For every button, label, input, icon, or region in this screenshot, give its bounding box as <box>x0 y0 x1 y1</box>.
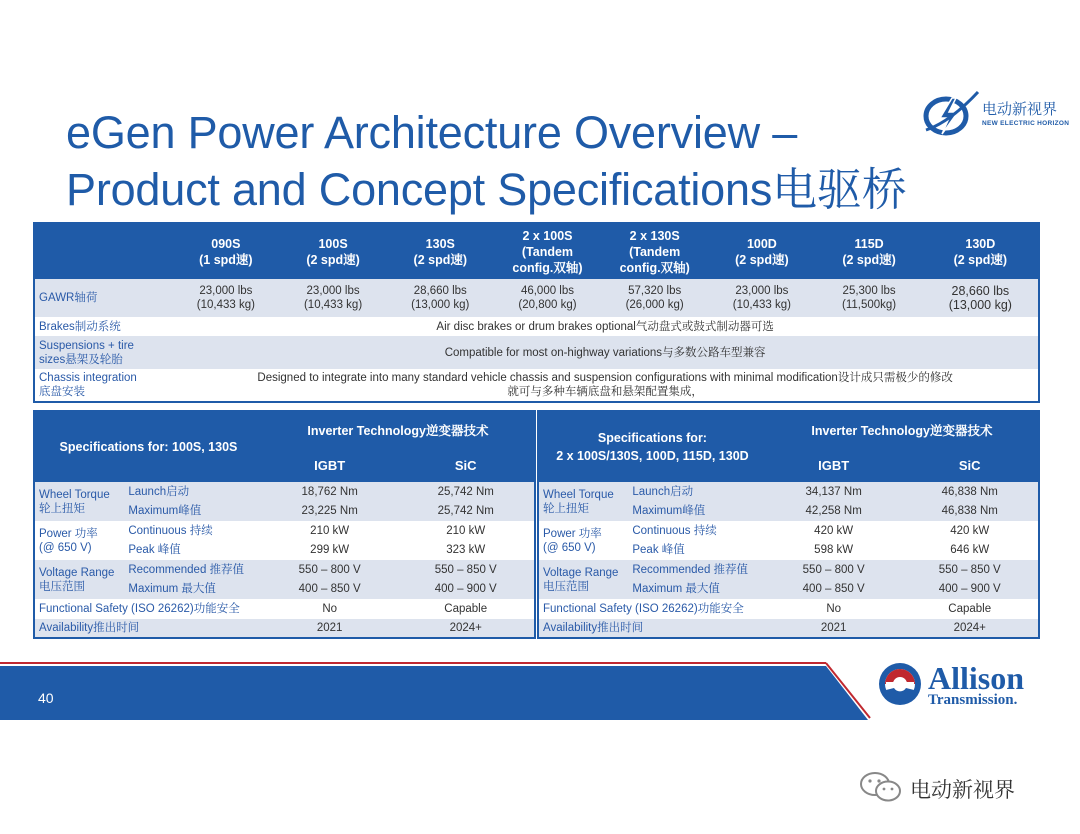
table-cell: 420 kW <box>901 521 1039 541</box>
table-cell: 23,000 lbs (10,433 kg) <box>279 279 386 317</box>
sub-label: Maximum峰值 <box>630 502 766 522</box>
brand-logo-en: NEW ELECTRIC HORIZON <box>982 120 1070 127</box>
sub-label: Maximum 最大值 <box>126 580 262 600</box>
table-row <box>538 482 1039 502</box>
col-header: 2 x 130S (Tandem config.双轴) <box>601 223 708 279</box>
table-cell: 2021 <box>262 619 398 639</box>
row-label: GAWR轴荷 <box>34 279 172 317</box>
table-cell: 210 kW <box>397 521 535 541</box>
product-spec-table <box>33 222 1040 403</box>
col-header: 130S (2 spd速) <box>387 223 494 279</box>
table-cell: Air disc brakes or drum brakes optional气动盘式或鼓式制动器可选 <box>172 317 1039 336</box>
table-cell: 323 kW <box>397 541 535 561</box>
table-cell: 550 – 800 V <box>262 560 398 580</box>
row-label: Suspensions + tire sizes悬架及轮胎 <box>34 336 172 369</box>
sub-label: Recommended 推荐值 <box>630 560 766 580</box>
row-label: Availability推出时间 <box>538 619 766 639</box>
row-label: Wheel Torque 轮上扭矩 <box>538 482 630 521</box>
inverter-header: Inverter Technology逆变器技术 <box>262 411 535 448</box>
col-header: 2 x 100S (Tandem config.双轴) <box>494 223 601 279</box>
spec-header-row <box>34 411 535 448</box>
table-cell: 299 kW <box>262 541 398 561</box>
table-cell: 23,225 Nm <box>262 502 398 522</box>
table-row <box>34 482 535 502</box>
sub-label: Continuous 持续 <box>126 521 262 541</box>
brand-logo-icon <box>922 88 980 140</box>
sub-label: Continuous 持续 <box>630 521 766 541</box>
sic-header: SiC <box>397 448 535 482</box>
row-label: Brakes制动系统 <box>34 317 172 336</box>
spec-for-header: Specifications for: 100S, 130S <box>34 411 262 482</box>
table-cell: 400 – 900 V <box>397 580 535 600</box>
watermark-text: 电动新视界 <box>910 778 1015 802</box>
table-cell: Capable <box>397 599 535 619</box>
table-cell: 210 kW <box>262 521 398 541</box>
row-label: Power 功率 (@ 650 V) <box>34 521 126 560</box>
row-label: Voltage Range 电压范围 <box>34 560 126 599</box>
spec-table-left <box>33 410 536 639</box>
table-cell: 42,258 Nm <box>766 502 902 522</box>
row-label: Power 功率 (@ 650 V) <box>538 521 630 560</box>
table-row <box>538 619 1039 639</box>
inverter-header: Inverter Technology逆变器技术 <box>766 411 1039 448</box>
col-header: 100D (2 spd速) <box>708 223 815 279</box>
allison-subtitle: Transmission. <box>928 692 1018 708</box>
table-cell: 46,838 Nm <box>901 502 1039 522</box>
slide-title <box>66 104 907 218</box>
table-row <box>538 599 1039 619</box>
table-row <box>34 560 535 580</box>
wechat-watermark <box>858 770 1058 806</box>
table-cell: 598 kW <box>766 541 902 561</box>
gawr-row <box>34 279 1039 317</box>
row-label: Availability推出时间 <box>34 619 262 639</box>
col-header: 090S (1 spd速) <box>172 223 279 279</box>
page-number: 40 <box>38 690 54 706</box>
igbt-header: IGBT <box>262 448 398 482</box>
table-cell: 25,742 Nm <box>397 482 535 502</box>
table-cell: 18,762 Nm <box>262 482 398 502</box>
slide-title-line2: Product and Concept Specifications电驱桥 <box>66 164 907 215</box>
table-cell: 25,300 lbs (11,500kg) <box>815 279 922 317</box>
table-cell: 400 – 850 V <box>262 580 398 600</box>
row-label: Functional Safety (ISO 26262)功能安全 <box>538 599 766 619</box>
table-row <box>538 560 1039 580</box>
allison-logo <box>876 660 1061 712</box>
slide-title-line1: eGen Power Architecture Overview – <box>66 107 798 158</box>
sub-label: Peak 峰值 <box>630 541 766 561</box>
table-cell: Designed to integrate into many standard vehicle chassis and suspension configurations with minimal modification设计成只需极少的修改 就可与多种车辆底盘和悬架配置集成， <box>172 369 1039 402</box>
table-cell: 23,000 lbs (10,433 kg) <box>172 279 279 317</box>
footer-band <box>0 662 880 720</box>
table-cell: 550 – 850 V <box>397 560 535 580</box>
allison-logo-icon <box>876 660 924 708</box>
sub-label: Maximum 最大值 <box>630 580 766 600</box>
table-cell: 46,000 lbs (20,800 kg) <box>494 279 601 317</box>
table-cell: 646 kW <box>901 541 1039 561</box>
table-cell: 28,660 lbs (13,000 kg) <box>387 279 494 317</box>
sic-header: SiC <box>901 448 1039 482</box>
table-cell: No <box>262 599 398 619</box>
sub-label: Launch启动 <box>126 482 262 502</box>
suspensions-row <box>34 336 1039 369</box>
table-cell: 2024+ <box>901 619 1039 639</box>
table-cell: Compatible for most on-highway variations与多数公路车型兼容 <box>172 336 1039 369</box>
table-cell: 28,660 lbs (13,000 kg) <box>923 279 1039 317</box>
table-cell: 34,137 Nm <box>766 482 902 502</box>
sub-label: Launch启动 <box>630 482 766 502</box>
table-cell: 2021 <box>766 619 902 639</box>
allison-wordmark: Allison <box>928 660 1025 696</box>
igbt-header: IGBT <box>766 448 902 482</box>
row-label: Chassis integration 底盘安装 <box>34 369 172 402</box>
table-cell: 400 – 850 V <box>766 580 902 600</box>
table-cell: No <box>766 599 902 619</box>
brand-logo-cn: 电动新视界 <box>982 100 1058 118</box>
table-row <box>34 619 535 639</box>
spec-for-header: Specifications for: 2 x 100S/130S, 100D, 115D, 130D <box>538 411 766 482</box>
row-label: Voltage Range 电压范围 <box>538 560 630 599</box>
wechat-icon <box>858 770 904 804</box>
product-header-row <box>34 223 1039 279</box>
table-cell: 550 – 850 V <box>901 560 1039 580</box>
sub-label: Recommended 推荐值 <box>126 560 262 580</box>
spec-header-row <box>538 411 1039 448</box>
table-cell: 550 – 800 V <box>766 560 902 580</box>
table-cell: Capable <box>901 599 1039 619</box>
brand-logo <box>922 88 1072 140</box>
row-label: Functional Safety (ISO 26262)功能安全 <box>34 599 262 619</box>
table-cell: 23,000 lbs (10,433 kg) <box>708 279 815 317</box>
col-header: 100S (2 spd速) <box>279 223 386 279</box>
table-cell: 400 – 900 V <box>901 580 1039 600</box>
spec-table-right <box>537 410 1040 639</box>
table-row <box>34 521 535 541</box>
table-cell: 57,320 lbs (26,000 kg) <box>601 279 708 317</box>
table-row <box>34 599 535 619</box>
sub-label: Peak 峰值 <box>126 541 262 561</box>
brakes-row <box>34 317 1039 336</box>
table-cell: 25,742 Nm <box>397 502 535 522</box>
col-header: 130D (2 spd速) <box>923 223 1039 279</box>
col-header: 115D (2 spd速) <box>815 223 922 279</box>
header-blank <box>34 223 172 279</box>
sub-label: Maximum峰值 <box>126 502 262 522</box>
table-cell: 46,838 Nm <box>901 482 1039 502</box>
row-label: Wheel Torque 轮上扭矩 <box>34 482 126 521</box>
table-cell: 2024+ <box>397 619 535 639</box>
table-cell: 420 kW <box>766 521 902 541</box>
table-row <box>538 521 1039 541</box>
chassis-row <box>34 369 1039 402</box>
